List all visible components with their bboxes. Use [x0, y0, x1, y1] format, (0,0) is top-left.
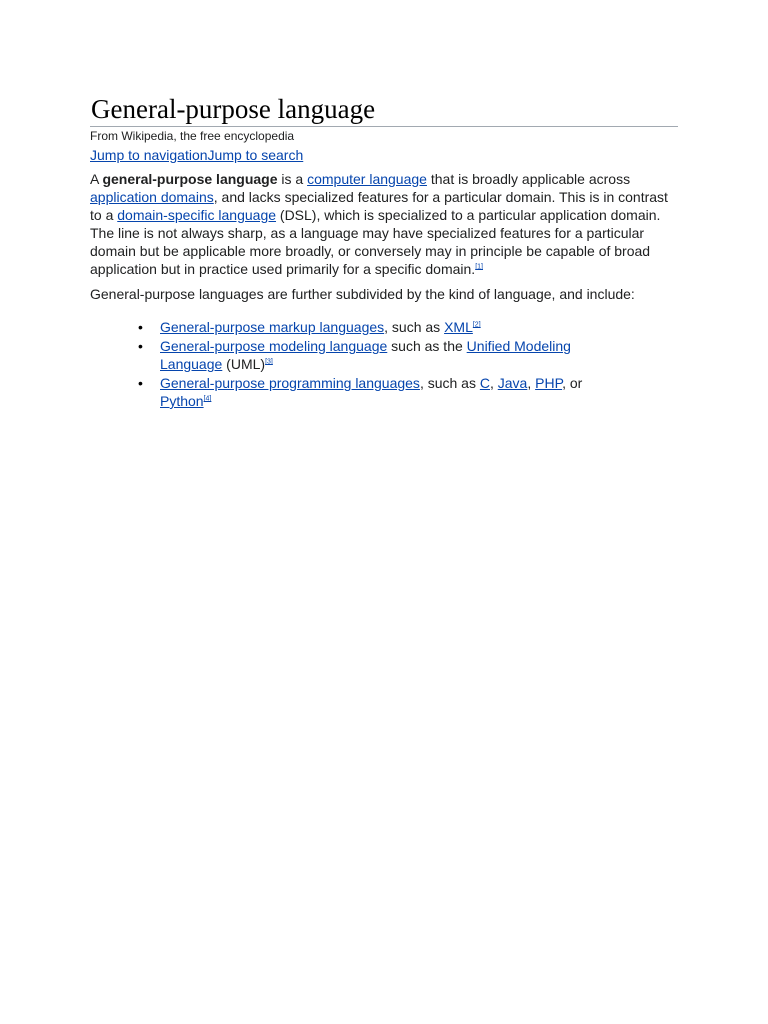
bullet-icon: •	[138, 319, 143, 335]
programming-languages-link[interactable]: General-purpose programming languages	[160, 375, 420, 391]
jump-to-navigation-link[interactable]: Jump to navigation	[90, 147, 208, 163]
intro-text: , and lacks specialized features for a particular domain. This is in contrast to a	[90, 189, 668, 223]
tagline: From Wikipedia, the free encyclopedia	[90, 129, 295, 143]
reference-4-link[interactable]: [4]	[203, 395, 212, 403]
computer-language-link[interactable]: computer language	[307, 171, 427, 187]
page-title: General-purpose language	[90, 92, 678, 127]
intro-bold-term: general-purpose language	[102, 171, 278, 187]
domain-specific-language-link[interactable]: domain-specific language	[117, 207, 277, 223]
list-item-text: , or	[562, 375, 583, 391]
jump-links	[90, 146, 678, 165]
application-domains-link[interactable]: application domains	[90, 189, 214, 205]
java-link[interactable]: Java	[497, 375, 528, 391]
c-link[interactable]: C	[479, 375, 490, 391]
language-kinds-list	[90, 318, 620, 410]
list-item	[138, 374, 620, 410]
list-item-text: (UML)	[222, 356, 266, 372]
bullet-icon: •	[138, 375, 143, 391]
reference-3-link[interactable]: [3]	[265, 358, 273, 366]
jump-to-search-link[interactable]: Jump to search	[207, 147, 304, 163]
markup-languages-link[interactable]: General-purpose markup languages	[160, 319, 385, 335]
intro-text: A	[90, 171, 103, 187]
list-item-text: ,	[489, 375, 498, 391]
intro-text: (DSL), which is specialized to a particular application domain. The line is not always sharp, as a language may have specialized features for a particular domain but be applicable more broadly, or conversely may in principle be capable of broad application but in practice used primarily for a specific domain.	[90, 207, 661, 277]
uml-link[interactable]: Unified Modeling Language	[160, 338, 571, 372]
list-item-text: ,	[527, 375, 536, 391]
modeling-language-link[interactable]: General-purpose modeling language	[160, 338, 388, 354]
subdivision-paragraph: General-purpose languages are further subdivided by the kind of language, and include:	[90, 286, 635, 302]
python-link[interactable]: Python	[160, 393, 204, 409]
list-item-text: such as the	[387, 338, 467, 354]
php-link[interactable]: PHP	[535, 375, 563, 391]
list-item	[138, 318, 620, 336]
xml-link[interactable]: XML	[444, 319, 473, 335]
list-item-text: , such as	[419, 375, 480, 391]
intro-paragraph	[90, 170, 678, 278]
intro-text: is a	[277, 171, 308, 187]
list-item-text: , such as	[384, 319, 445, 335]
reference-2-link[interactable]: [2]	[472, 321, 481, 329]
intro-text: that is broadly applicable across	[426, 171, 631, 187]
bullet-icon: •	[138, 338, 143, 354]
list-item	[138, 337, 620, 373]
reference-1-link[interactable]: [1]	[475, 263, 483, 271]
